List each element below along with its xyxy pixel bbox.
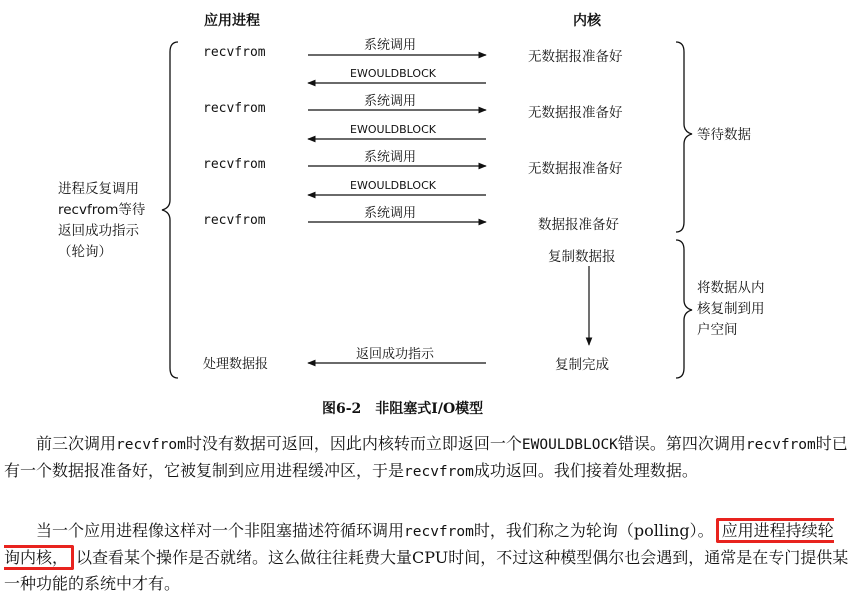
recvfrom-call-3: recvfrom <box>203 157 266 172</box>
figure-caption: 图6-2 非阻塞式I/O模型 <box>322 401 484 417</box>
p2-text-2: 时，我们称之为轮询（polling）。 <box>473 521 714 540</box>
right-brace-copy <box>676 240 692 378</box>
left-group-line-4: （轮询） <box>58 244 112 260</box>
p1-text-2: 时没有数据可返回，因此内核转而立即返回一个 <box>185 434 522 453</box>
left-group-line-2: recvfrom等待 <box>58 202 146 218</box>
header-kernel: 内核 <box>573 13 601 29</box>
p1-text-5: 成功返回。我们接着处理数据。 <box>473 461 698 480</box>
header-app-process: 应用进程 <box>204 13 260 29</box>
kernel-state-2: 无数据报准备好 <box>528 105 623 121</box>
kernel-state-done: 复制完成 <box>555 357 609 373</box>
p1-code-3: recvfrom <box>745 437 816 453</box>
right-brace-wait <box>676 42 692 232</box>
right-group-copy-line-1: 将数据从内 <box>697 280 765 296</box>
left-group-label <box>58 179 168 263</box>
syscall-label-4: 系统调用 <box>364 206 417 221</box>
p2-text-1: 当一个应用进程像这样对一个非阻塞描述符循环调用 <box>36 521 405 540</box>
p1-code-1: recvfrom <box>116 437 186 453</box>
ewb-label-3: EWOULDBLOCK <box>350 179 436 192</box>
right-group-wait-label: 等待数据 <box>697 127 751 143</box>
p1-text-1: 前三次调用 <box>36 434 117 453</box>
syscall-label-2: 系统调用 <box>364 94 417 109</box>
recvfrom-call-2: recvfrom <box>203 101 266 116</box>
ewb-label-1: EWOULDBLOCK <box>350 67 436 80</box>
right-group-copy-line-3: 户空间 <box>697 322 738 338</box>
syscall-label-3: 系统调用 <box>364 150 417 165</box>
highlighted-phrase: 应用进程持续轮询内核， <box>4 518 834 570</box>
paragraph-2 <box>4 518 849 597</box>
p1-text-3: 错误。第四次调用 <box>617 434 746 453</box>
left-group-line-1: 进程反复调用 <box>58 181 139 197</box>
process-data-label: 处理数据报 <box>203 357 269 372</box>
p1-code-4: recvfrom <box>404 464 474 480</box>
p2-code-1: recvfrom <box>404 524 474 540</box>
right-group-copy-label <box>697 278 765 341</box>
kernel-state-copying: 复制数据报 <box>548 249 616 265</box>
syscall-label-1: 系统调用 <box>364 38 417 53</box>
p1-code-2: EWOULDBLOCK <box>521 437 618 453</box>
paragraph-1 <box>4 431 849 485</box>
kernel-state-1: 无数据报准备好 <box>528 49 623 65</box>
recvfrom-call-4: recvfrom <box>203 213 266 228</box>
kernel-state-3: 无数据报准备好 <box>528 161 623 177</box>
p2-text-3: 以查看某个操作是否就绪。这么做往往耗费大量CPU时间，不过这种模型偶尔也会遇到，通常是在专门提供某一种功能的系统中才有。 <box>4 548 849 593</box>
p1-text-4: 时已有一个数据报准备好，它被复制到应用进程缓冲区，于是 <box>4 434 848 480</box>
kernel-state-4: 数据报准备好 <box>538 217 619 233</box>
left-group-line-3: 返回成功指示 <box>58 223 139 239</box>
recvfrom-call-1: recvfrom <box>203 45 266 60</box>
return-label: 返回成功指示 <box>356 347 435 362</box>
right-group-copy-line-2: 核复制到用 <box>697 301 765 317</box>
ewb-label-2: EWOULDBLOCK <box>350 123 436 136</box>
